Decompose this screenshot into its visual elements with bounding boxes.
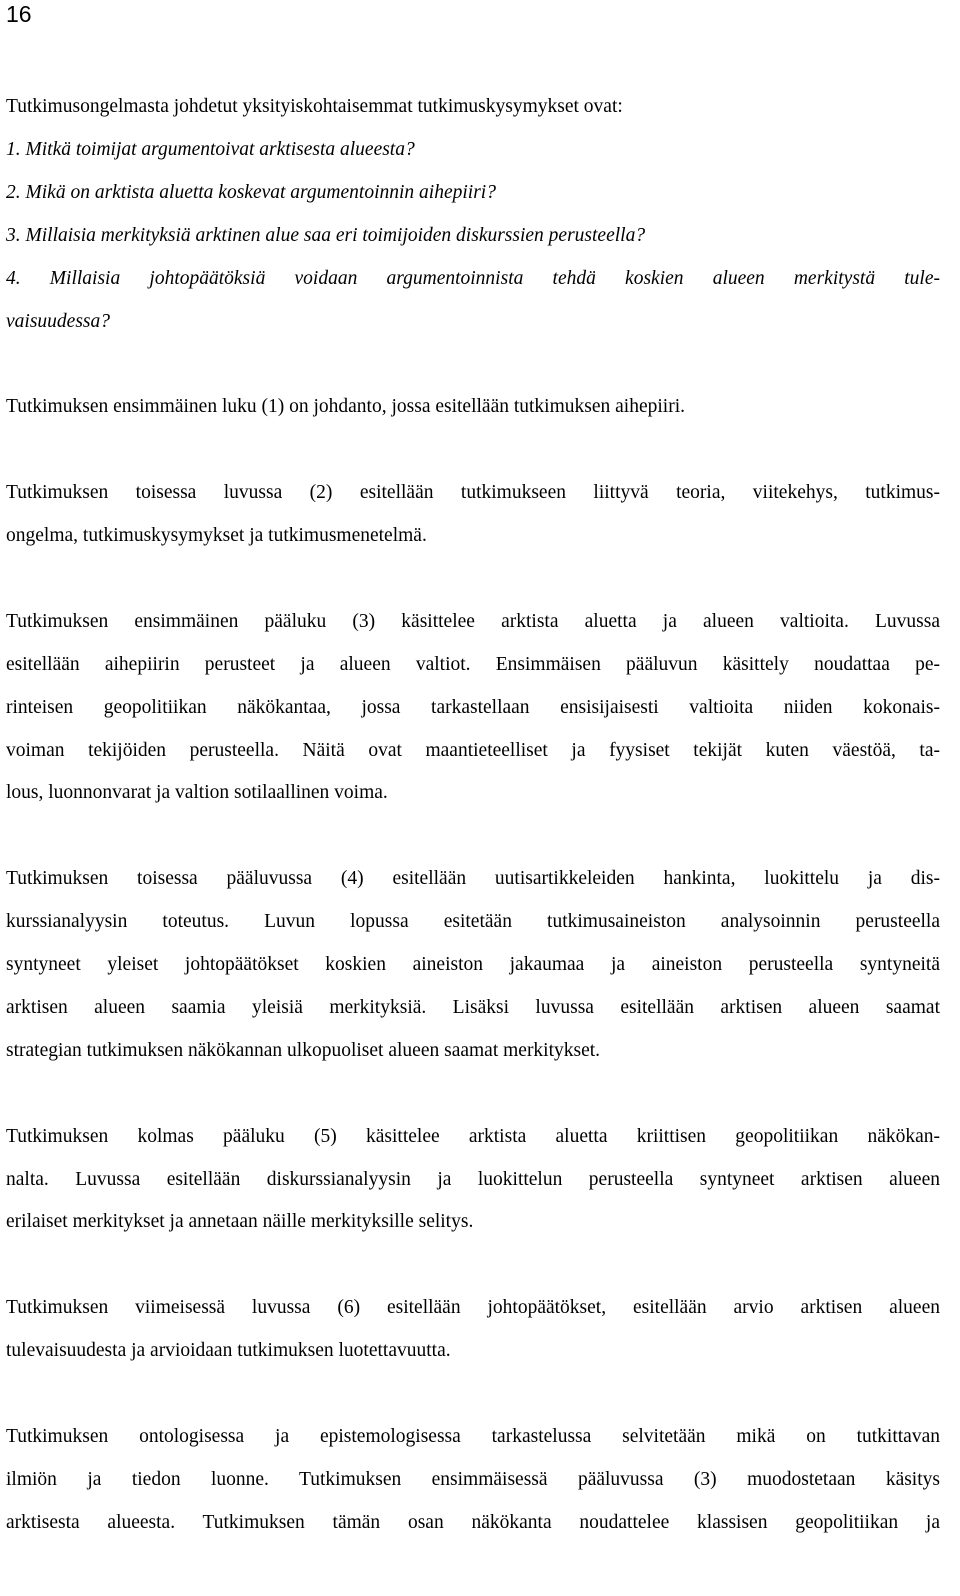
paragraph-line: lous, luonnonvarat ja valtion sotilaallinen voima. — [6, 782, 388, 804]
paragraph-gap — [6, 429, 940, 472]
document-body — [6, 86, 940, 1545]
paragraph-line: erilaiset merkitykset ja annetaan näille merkityksille selitys. — [6, 1211, 474, 1233]
paragraph-line: Tutkimuksen ensimmäinen pääluku (3) käsittelee arktista aluetta ja alueen valtioita. Luvussa — [6, 610, 940, 632]
page-number: 16 — [6, 1, 32, 27]
paragraph-line: Tutkimuksen toisessa luvussa (2) esitellään tutkimukseen liittyvä teoria, viitekehys, tutkimus- — [6, 482, 940, 504]
paragraph-line: kurssianalyysin toteutus. Luvun lopussa esitetään tutkimusaineiston analysoinnin perusteella — [6, 911, 940, 933]
paragraph-line: Tutkimuksen kolmas pääluku (5) käsittelee arktista aluetta kriittisen geopolitiikan näkökan- — [6, 1125, 940, 1147]
paragraph-gap — [6, 343, 940, 386]
paragraph-chapter-6 — [6, 1287, 940, 1373]
paragraph-gap — [6, 815, 940, 858]
research-questions-section — [6, 86, 940, 343]
paragraph-line: voiman tekijöiden perusteella. Näitä ovat maantieteelliset ja fyysiset tekijät kuten väestöä, ta- — [6, 739, 940, 761]
question-line: vaisuudessa? — [6, 310, 110, 332]
research-question-2 — [6, 172, 940, 215]
paragraph-line: strategian tutkimuksen näkökannan ulkopuoliset alueen saamat merkitykset. — [6, 1039, 601, 1061]
paragraph-line: esitellään aihepiirin perusteet ja alueen valtiot. Ensimmäisen pääluvun käsittely noudattaa pe- — [6, 653, 940, 675]
paragraph-line: Tutkimuksen viimeisessä luvussa (6) esitellään johtopäätökset, esitellään arvio arktisen alueen — [6, 1297, 940, 1319]
paragraph-chapter-5 — [6, 1116, 940, 1245]
research-question-3 — [6, 215, 940, 258]
research-questions-lead: Tutkimusongelmasta johdetut yksityiskohtaisemmat tutkimuskysymykset ovat: — [6, 96, 623, 117]
paragraph-line: Tutkimuksen ontologisessa ja epistemologisessa tarkastelussa selvitetään mikä on tutkittavan — [6, 1425, 940, 1447]
paragraph-line: tulevaisuudesta ja arvioidaan tutkimuksen luotettavuutta. — [6, 1340, 451, 1362]
paragraph-line: nalta. Luvussa esitellään diskurssianalyysin ja luokittelun perusteella syntyneet arktisen alueen — [6, 1168, 940, 1190]
paragraph-line: ongelma, tutkimuskysymykset ja tutkimusmenetelmä. — [6, 525, 427, 547]
paragraph-ontology — [6, 1416, 940, 1545]
paragraph-line: arktisesta alueesta. Tutkimuksen tämän osan näkökanta noudattelee klassisen geopolitiikan ja — [6, 1511, 940, 1533]
paragraph-line: syntyneet yleiset johtopäätökset koskien aineiston jakaumaa ja aineiston perusteella syntyneitä — [6, 954, 940, 976]
question-line: 4. Millaisia johtopäätöksiä voidaan argumentoinnista tehdä koskien alueen merkitystä tule- — [6, 267, 940, 289]
question-line: 3. Millaisia merkityksiä arktinen alue saa eri toimijoiden diskurssien perusteella? — [6, 224, 646, 246]
paragraph-gap — [6, 558, 940, 601]
paragraph-line: ilmiön ja tiedon luonne. Tutkimuksen ensimmäisessä pääluvussa (3) muodostetaan käsitys — [6, 1468, 940, 1490]
paragraph-chapter-2 — [6, 472, 940, 558]
paragraph-line: Tutkimuksen toisessa pääluvussa (4) esitellään uutisartikkeleiden hankinta, luokittelu ja dis- — [6, 868, 940, 890]
paragraph-gap — [6, 1373, 940, 1416]
paragraph-line: arktisen alueen saamia yleisiä merkityksiä. Lisäksi luvussa esitellään arktisen alueen saamat — [6, 996, 940, 1018]
paragraph-gap — [6, 1073, 940, 1116]
research-question-1 — [6, 129, 940, 172]
paragraph-chapter-1 — [6, 386, 940, 429]
paragraph-chapter-3 — [6, 601, 940, 816]
research-question-4 — [6, 258, 940, 344]
paragraph-line: rinteisen geopolitiikan näkökantaa, jossa tarkastellaan ensisijaisesti valtioita niiden kokonais- — [6, 696, 940, 718]
question-line: 1. Mitkä toimijat argumentoivat arktisesta alueesta? — [6, 138, 415, 160]
paragraph-chapter-4 — [6, 858, 940, 1073]
paragraph-line: Tutkimuksen ensimmäinen luku (1) on johdanto, jossa esitellään tutkimuksen aihepiiri. — [6, 396, 685, 418]
paragraph-gap — [6, 1244, 940, 1287]
question-line: 2. Mikä on arktista aluetta koskevat argumentoinnin aihepiiri? — [6, 181, 496, 203]
